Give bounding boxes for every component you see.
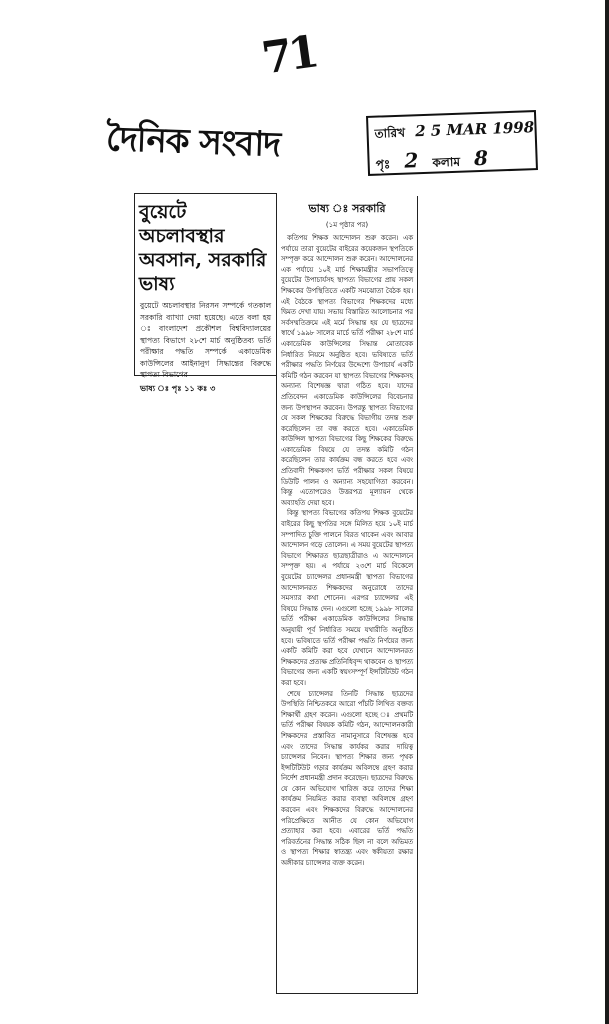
stamp-column-value: 8 [473, 145, 489, 171]
date-stamp [366, 110, 538, 176]
continued-from-note: (১ম পৃষ্ঠার পর) [325, 221, 369, 229]
continuation-clipping [276, 196, 418, 994]
body-paragraph: কতিপয় শিক্ষক আন্দোলন শুরু করেন। এক পর্যায়ে তারা বুয়েটের বাইরের কয়েকজন স্থপতিকে সম্পৃক্ত করে আন্দোলন শুরু করেন। আন্দোলনের এক পর্যায়ে ১০ই মার্চ শিক্ষামন্ত্রীর সভাপতিত্বে বুয়েটের উপাচার্যসহ স্থাপত্য বিভাগের প্রায় সকল শিক্ষকের উপস্থিতিতে একটি সমঝোতা বৈঠক হয়। এই বৈঠকে স্থাপত্য বিভাগের শিক্ষকদের মধ্যে দ্বিমত দেখা যায়। সভায় বিস্তারিত আলোচনার পর সর্বসম্মতিক্রমে এই মর্মে সিদ্ধান্ত হয় যে ছাত্রদের স্বার্থে ১৯৯৮ সালের মার্চে ভর্তি পরীক্ষা ২৮শে মার্চ একাডেমিক কাউন্সিলের সিদ্ধান্ত মোতাবেক নির্ধারিত নিয়মে অনুষ্ঠিত হবে। ভবিষ্যতে ভর্তি পরীক্ষার পদ্ধতি নির্ণয়ের উদ্দেশ্যে উপাচার্য একটি কমিটি গঠন করবেন যা স্থাপত্য বিভাগের শিক্ষকসহ অন্যান্য বিশেষজ্ঞ দ্বারা গঠিত হবে। যাদের প্রতিবেদন একাডেমিক কাউন্সিলের বিবেচনার জন্য উপস্থাপন করবেন। উপরন্তু স্থাপত্য বিভাগের যে সকল শিক্ষকের বিরুদ্ধে বিভাগীয় তদন্ত শুরু করেছিলেন তা বন্ধ করতে হবে। একাডেমিক কাউন্সিল স্থাপত্য বিভাগের কিছু শিক্ষকের বিরুদ্ধে একাডেমিক বিষয়ে যে তদন্ত কমিটি গঠন করেছিলেন তার কার্যক্রম বন্ধ করতে হবে এবং প্রতিবাদী শিক্ষকগণ ভর্তি পরীক্ষার সকল বিষয়ে ডিউটি পালন ও অন্যান্য সহযোগিতা করবেন। কিন্তু এতোপরেও উত্তরপত্র মূল্যায়ন থেকে অব্যাহতি দেয়া হবে। [281, 234, 413, 507]
stamp-date-value: 2 5 MAR 1998 [414, 118, 535, 141]
stamp-page-row [375, 145, 498, 176]
front-page-clipping [134, 193, 277, 393]
body-paragraph: শেষে চ্যান্সেলর তিনটি সিদ্ধান্ত ছাত্রদের উপস্থিতি নিশ্চিতকরে আরো পাঁচটি লিখিত বক্তব্য শিক্ষার্থী গ্রহণ করেন। এগুলো হচ্ছে ঃ প্রথমটি ভর্তি পরীক্ষা বিষয়ক কমিটি গঠন, আন্দোলনকারী শিক্ষকদের প্রস্তাবিত নামানুসারে বিশেষজ্ঞ হবে এবং তাদের সিদ্ধান্ত কার্যকর করার দায়িত্ব চ্যান্সেলর নিবেন। স্থাপত্য শিক্ষার জন্য পৃথক ইন্সটিটিউট গড়ার কার্যক্রম অবিলম্বে গ্রহণ করার নির্দেশ প্রধানমন্ত্রী প্রদান করেছেন। ছাত্রদের বিরুদ্ধে যে কোন অভিযোগ খারিজ করে তাদের শিক্ষা কার্যক্রম নিয়মিত করার ব্যবস্থা অবিলম্বে গ্রহণ করবেন এবং শিক্ষকদের বিরুদ্ধে আন্দোলনের পরিপ্রেক্ষিতে আনীত যে কোন অভিযোগ প্রত্যাহার করা হবে। এবারের ভর্তি পদ্ধতি পরিবর্তনের সিদ্ধান্ত সঠিক ছিল না বলে অভিমত ও স্থাপত্য শিক্ষার স্বাতন্ত্র্য এবং স্বকীয়তা রক্ষার অঙ্গীকার চ্যান্সেলর ব্যক্ত করেন। [281, 689, 413, 868]
article-headline: বুয়েটে অচলাবস্থার অবসান, সরকারি ভাষ্য [139, 201, 267, 295]
continued-note: ভাষ্য ঃ পৃঃ ১১ কঃ ৩ [140, 383, 216, 393]
stamp-page-value: 2 [403, 148, 419, 173]
article-lead: বুয়েটে অচলাবস্থার নিরসন সম্পর্কে গতকাল সরকারি ব্যাখ্যা দেয়া হয়েছে। এতে বলা হয় ঃ বাংলাদেশ প্রকৌশল বিশ্ববিদ্যালয়ের স্থাপত্য বিভাগে ২৮শে মার্চ অনুষ্ঠিতব্য ভর্তি পরীক্ষার পদ্ধতি সম্পর্কে একাডেমিক কাউন্সিলের আইনানুগ সিদ্ধান্তের বিরুদ্ধে স্থাপত্য বিভাগের [140, 301, 271, 379]
body-paragraph: কিন্তু স্থাপত্য বিভাগের কতিপয় শিক্ষক বুয়েটের বাইরের কিছু স্থপতির সঙ্গে মিলিত হয়ে ১০ই মার্চ সম্পাদিত চুক্তি পালনে বিরত থাকেন এবং আবার আন্দোলন গড়ে তোলেন। এ সময় বুয়েটের স্থাপত্য বিভাগে শিক্ষারত ছাত্রছাত্রীরাও এ আন্দোলনে সম্পৃক্ত হয়। এ পর্যায়ে ২৩শে মার্চ বিকেলে বুয়েটের চ্যান্সেলর প্রধানমন্ত্রী স্থাপত্য বিভাগের আন্দোলনরত শিক্ষকদের অনুরোধে তাদের সমস্যার কথা শোনেন। এরপর চ্যান্সেলর এই বিষয়ে সিদ্ধান্ত দেন। এগুলো হচ্ছে ১৯৯৮ সালের ভর্তি পরীক্ষা একাডেমিক কাউন্সিলের সিদ্ধান্ত অনুযায়ী পূর্ব নির্ধারিত সময়ে যথারীতি অনুষ্ঠিত হবে। ভবিষ্যতে ভর্তি পরীক্ষা পদ্ধতি নির্ণয়ের জন্য একটি কমিটি করা হবে যেখানে আন্দোলনরত শিক্ষকদের প্রত্যক্ষ প্রতিনিধিবৃন্দ থাকবেন ও স্থাপত্য বিভাগের জন্য একটি স্বয়ংসম্পূর্ণ ইন্সটিটিউট গঠন করা হবে। [281, 509, 413, 687]
article-body [281, 233, 413, 869]
handwritten-page-number: 71 [258, 26, 319, 85]
continuation-headline: ভাষ্য ঃ সরকারি [308, 202, 386, 215]
stamp-page-label: পৃঃ [375, 157, 391, 172]
newspaper-masthead: দৈনিক সংবাদ [105, 118, 281, 166]
scan-edge-border [605, 0, 609, 1024]
stamp-column-label: কলাম [432, 154, 461, 170]
stamp-date-row [374, 118, 534, 146]
stamp-date-label: তারিখ [374, 125, 406, 141]
